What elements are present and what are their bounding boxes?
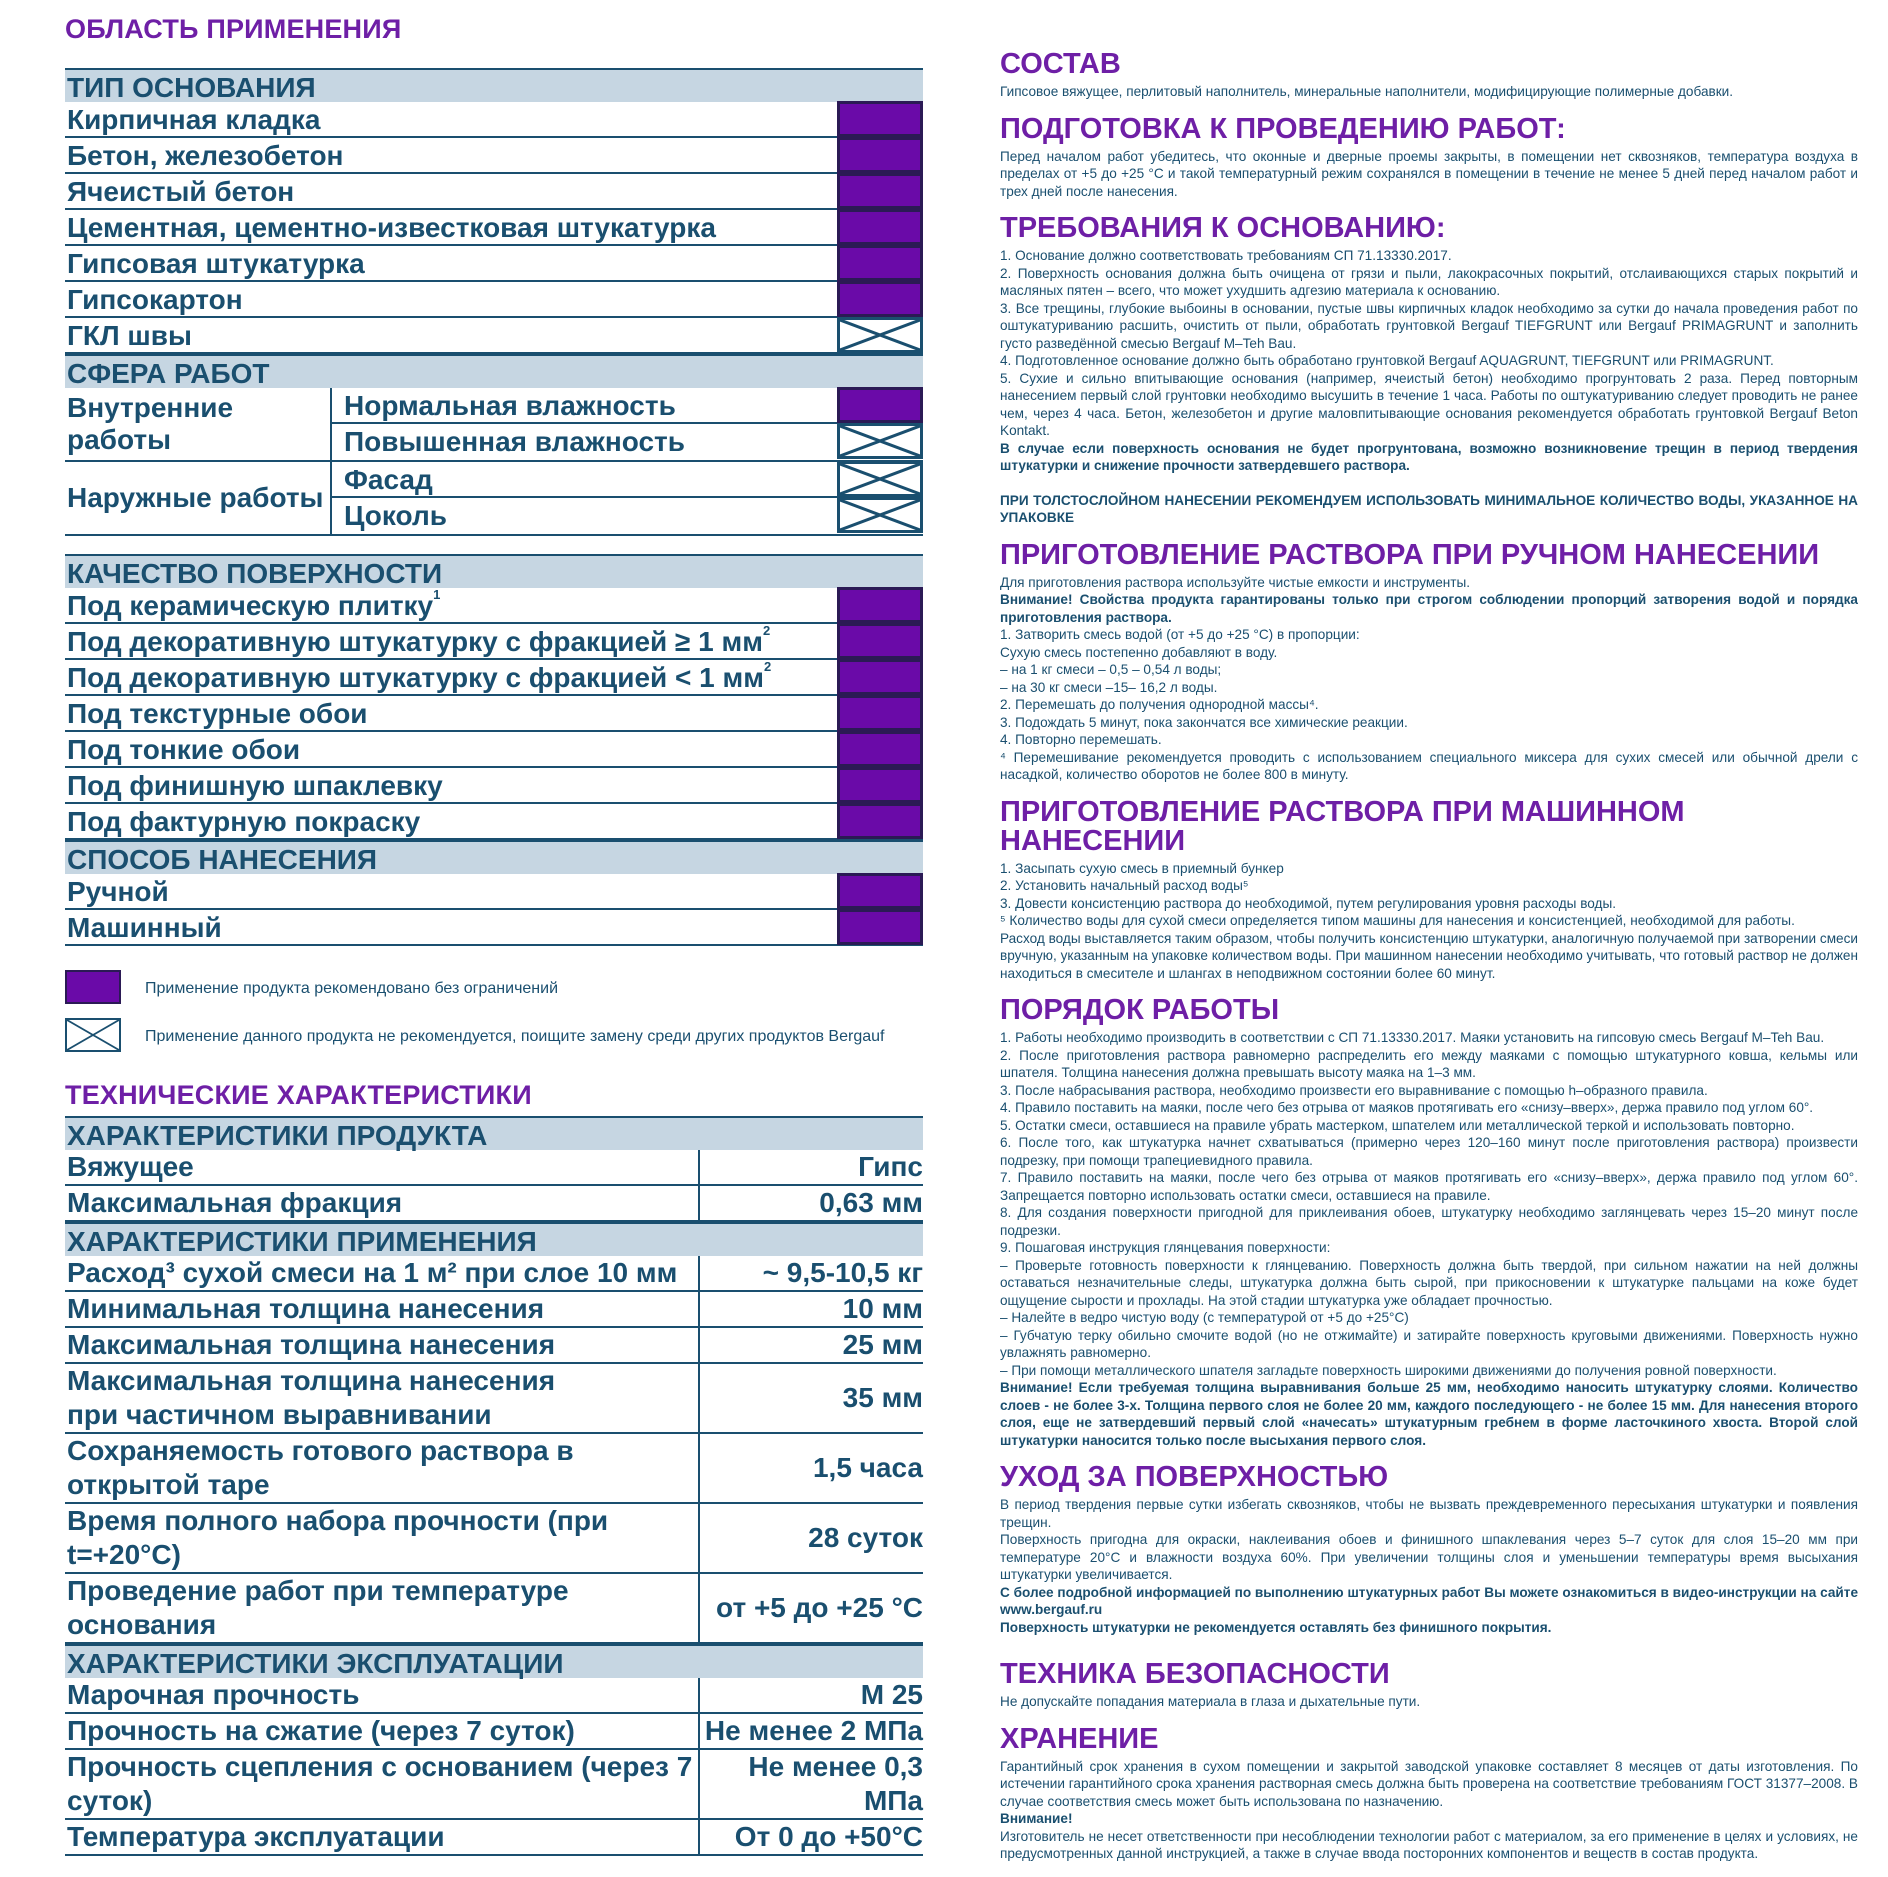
recommended-mark <box>837 767 923 803</box>
application-row-key-text: Время полного набора прочности (при t=+20°C) <box>67 1505 609 1570</box>
application-row <box>65 1328 923 1364</box>
tech-title: ТЕХНИЧЕСКИЕ ХАРАКТЕРИСТИКИ <box>65 1080 532 1110</box>
base-type-header: ТИП ОСНОВАНИЯ <box>65 68 923 102</box>
surface-quality-row <box>65 804 923 840</box>
surface-quality-row-label: Под декоративную штукатурку с фракцией < 1 мм <box>67 662 764 693</box>
order-7: 7. Правило поставить на маяки, после чего без отрыва от маяков протягивать его «снизу–вверх», держа правило под углом 60°. Запрещается повторно использовать остатки смеси, оставшиеся на правиле. <box>1000 1170 1858 1203</box>
external-work-row <box>332 462 923 498</box>
care-title: УХОД ЗА ПОВЕРХНОСТЬЮ <box>1000 1461 1389 1493</box>
recommended-mark <box>837 695 923 731</box>
base-requirements-title: ТРЕБОВАНИЯ К ОСНОВАНИЮ: <box>1000 212 1446 244</box>
manual-6: 3. Подождать 5 минут, пока закончатся все химические реакции. <box>1000 714 1408 730</box>
preparation-title: ПОДГОТОВКА К ПРОВЕДЕНИЮ РАБОТ: <box>1000 112 1566 145</box>
base-type-row <box>65 174 923 210</box>
base-req-3: 3. Все трещины, глубокие выбоины в основании, пустые швы кирпичных кладок необходимо за сутки до начала проведения работ по оштукатуриванию расшить, очистить от пыли, обработать грунтовкой Bergauf TIEFGRUNT или Bergauf PRIMAGRUNT и заполнить густо разведённой смесью Bergauf M–Teh Bau. <box>1000 300 1858 351</box>
application-row-key <box>65 1434 700 1502</box>
product-row-value: Гипс <box>858 1151 923 1182</box>
recommended-mark <box>837 909 923 945</box>
exploitation-row-key <box>65 1678 700 1712</box>
internal-work-row-label: Повышенная влажность <box>344 426 685 457</box>
surface-quality-row <box>65 732 923 768</box>
base-req-4: 4. Подготовленное основание должно быть обработано грунтовкой Bergauf AQUAGRUNT, TIEFGRUNT или PRIMAGRUNT. <box>1000 353 1774 368</box>
product-table <box>65 1150 923 1222</box>
base-type-row-label: ГКЛ швы <box>67 320 192 351</box>
application-area-column <box>65 0 923 1856</box>
application-row-value: 35 мм <box>842 1382 923 1413</box>
machine-1: 1. Засыпать сухую смесь в приемный бункер <box>1000 860 1284 876</box>
manual-mix-section <box>1000 538 1858 784</box>
recommended-mark <box>837 245 923 281</box>
product-header: ХАРАКТЕРИСТИКИ ПРОДУКТА <box>65 1116 923 1150</box>
legend-ok-text: Применение продукта рекомендовано без ограничений <box>145 980 559 997</box>
order-9: 9. Пошаговая инструкция глянцевания поверхности: <box>1000 1240 1331 1255</box>
recommended-mark <box>837 873 923 909</box>
order-9d: – При помощи металлического шпателя загладьте поверхность широкими движениями до получения ровной поверхности. <box>1000 1362 1777 1378</box>
application-row-key <box>65 1504 700 1572</box>
exploitation-row-value: От 0 до +50°C <box>734 1821 923 1852</box>
recommended-mark <box>837 731 923 767</box>
internal-works-group <box>65 388 923 462</box>
exploitation-row-key <box>65 1750 700 1818</box>
external-work-row <box>332 498 923 534</box>
internal-works-label: Внутренние работы <box>67 392 234 455</box>
exploitation-table <box>65 1678 923 1856</box>
manual-warning: Внимание! Свойства продукта гарантированы только при строгом соблюдении пропорций затворения водой и порядка приготовления раствора. <box>1000 592 1858 625</box>
safety-text: Не допускайте попадания материала в глаза и дыхательные пути. <box>1000 1694 1421 1709</box>
application-row-key-text: Расход³ сухой смеси на 1 м² при слое 10 мм <box>67 1257 678 1288</box>
internal-work-row-label: Нормальная влажность <box>344 390 676 421</box>
exploitation-row <box>65 1678 923 1714</box>
machine-2: 2. Установить начальный расход воды⁵ <box>1000 878 1249 893</box>
base-type-row <box>65 318 923 354</box>
base-type-row-label: Бетон, железобетон <box>67 140 344 171</box>
care-section <box>1000 1463 1858 1636</box>
external-work-row-label: Цоколь <box>344 500 447 531</box>
surface-quality-row <box>65 588 923 624</box>
legend-no-text: Применение данного продукта не рекомендуется, поищите замену среди других продуктов Bergauf <box>145 1028 885 1045</box>
exploitation-row <box>65 1714 923 1750</box>
application-row <box>65 1504 923 1574</box>
application-row-key <box>65 1364 700 1432</box>
application-header: ХАРАКТЕРИСТИКИ ПРИМЕНЕНИЯ <box>65 1222 923 1256</box>
surface-quality-list <box>65 588 923 840</box>
order-2: 2. После приготовления раствора равномерно распределить его между маяками с помощью штукатурного ковша, кельмы или шпателя. Толщина нанесения должна превышать высоту маяка на 1–3 мм. <box>1000 1047 1858 1080</box>
machine-3: 3. Довести консистенцию раствора до необходимой, путем регулирования уровня расходы воды. <box>1000 895 1617 911</box>
application-row-key <box>65 1256 700 1290</box>
exploitation-row <box>65 1750 923 1820</box>
manual-intro: Для приготовления раствора используйте чистые емкости и инструменты. <box>1000 574 1471 590</box>
manual-2: Сухую смесь постепенно добавляют в воду. <box>1000 644 1278 660</box>
recommended-mark <box>837 137 923 173</box>
base-type-row-label: Цементная, цементно-известковая штукатурка <box>67 212 716 243</box>
recommended-mark <box>837 173 923 209</box>
recommended-mark <box>837 623 923 659</box>
safety-title: ТЕХНИКА БЕЗОПАСНОСТИ <box>1000 1658 1390 1690</box>
order-9a: – Проверьте готовность поверхности к глянцеванию. Поверхность должна быть твердой, при сильном нажатии на ней должны оставаться незначительные следы, штукатурка должна быть сырой, при прикосновении к штукатурке пальцами на коже будет ощущение сырости и прохлады. На этой стадии штукатурка уже обладает прочностью. <box>1000 1257 1858 1308</box>
surface-quality-row-label: Под декоративную штукатурку с фракцией ≥ 1 мм <box>67 626 763 657</box>
work-order-section <box>1000 996 1858 1449</box>
product-row-key-text: Максимальная фракция <box>67 1187 403 1218</box>
not-recommended-cross-icon <box>837 497 923 533</box>
care-finish-note: Поверхность штукатурки не рекомендуется оставлять без финишного покрытия. <box>1000 1619 1552 1635</box>
surface-quality-row <box>65 660 923 696</box>
application-row-key-text: Минимальная толщина нанесения <box>67 1293 545 1324</box>
internal-work-row <box>332 388 923 424</box>
preparation-text: Перед началом работ убедитесь, что оконные и дверные проемы закрыты, в помещении нет сквозняков, температура воздуха в пределах от +5 до +25 °С и такой температурный режим сохранялся в помещении в течение не менее 5 дней перед началом работ и трех дней после нанесения. <box>1000 148 1858 199</box>
composition-section <box>1000 50 1858 101</box>
order-6: 6. После того, как штукатурка начнет схватываться (примерно через 120–160 минут после приготовления раствора) произвести подрезку, при помощи трапециевидного правила. <box>1000 1135 1858 1168</box>
exploitation-row-key-text: Прочность на сжатие (через 7 суток) <box>67 1715 575 1746</box>
internal-work-row <box>332 424 923 460</box>
manual-1: 1. Затворить смесь водой (от +5 до +25 °С) в пропорции: <box>1000 627 1360 642</box>
application-table <box>65 1256 923 1644</box>
care-video-note: С более подробной информацией по выполнению штукатурных работ Вы можете ознакомиться в видео-инструкции на сайте www.bergauf.ru <box>1000 1584 1858 1617</box>
legend-no-swatch <box>65 1018 121 1052</box>
application-row <box>65 1256 923 1292</box>
application-row-key-text: Максимальная толщина нанесения <box>67 1365 556 1396</box>
surface-quality-row-label: Под керамическую плитку <box>67 590 434 621</box>
product-row <box>65 1150 923 1186</box>
exploitation-row-key-text: Прочность сцепления с основанием (через 7 суток) <box>67 1751 693 1816</box>
product-row-key-text: Вяжущее <box>67 1151 194 1182</box>
external-works-label: Наружные работы <box>67 482 324 513</box>
order-4: 4. Правило поставить на маяки, после чего без отрыва от маяков протягивать его «снизу–вверх», держа правило под углом 60°. <box>1000 1100 1814 1115</box>
order-8: 8. Для создания поверхности пригодной для приклеивания обоев, штукатурку необходимо заглянцевать через 15–20 минут после подрезки. <box>1000 1205 1858 1238</box>
method-row-label: Машинный <box>67 912 222 943</box>
not-recommended-cross-icon <box>837 461 923 497</box>
area-title: ОБЛАСТЬ ПРИМЕНЕНИЯ <box>65 14 402 44</box>
base-type-row-label: Кирпичная кладка <box>67 104 321 135</box>
recommended-mark <box>837 209 923 245</box>
base-req-5: 5. Сухие и сильно впитывающие основания (например, ячеистый бетон) необходимо прогрунтовать 2 раза. Перед повторным нанесением первый слой грунтовки необходимо высушить в течение 1 часа. Работы по оштукатуриванию следует проводить не ранее чем, через 4 часа. Бетон, железобетон и другие маловпитывающие основания рекомендуется обработать грунтовкой Bergauf Beton Kontakt. <box>1000 370 1858 438</box>
legend-ok-swatch <box>65 970 121 1004</box>
application-row-key-text: Сохраняемость готового раствора в открытой таре <box>67 1435 574 1500</box>
base-type-row <box>65 210 923 246</box>
application-row-key-text-2: при частичном выравнивании <box>67 1399 492 1430</box>
external-work-row-label: Фасад <box>344 464 433 495</box>
base-req-note: ПРИ ТОЛСТОСЛОЙНОМ НАНЕСЕНИИ РЕКОМЕНДУЕМ ИСПОЛЬЗОВАТЬ МИНИМАЛЬНОЕ КОЛИЧЕСТВО ВОДЫ, УКАЗАННОЕ НА УПАКОВКЕ <box>1000 492 1858 525</box>
base-req-1: 1. Основание должно соответствовать требованиям СП 71.13330.2017. <box>1000 248 1452 263</box>
order-9b: – Налейте в ведро чистую воду (с температурой от +5 до +25°С) <box>1000 1310 1409 1325</box>
exploitation-row <box>65 1820 923 1856</box>
surface-quality-row <box>65 696 923 732</box>
application-row-value: от +5 до +25 °C <box>716 1592 923 1623</box>
application-row-value: ~ 9,5-10,5 кг <box>762 1257 923 1288</box>
application-row-value: 25 мм <box>842 1329 923 1360</box>
exploitation-row-key <box>65 1714 700 1748</box>
footnote-ref: 1 <box>433 587 441 602</box>
application-row-key <box>65 1292 700 1326</box>
exploitation-row-value: Не менее 2 МПа <box>704 1715 923 1746</box>
method-row-label: Ручной <box>67 876 169 907</box>
base-requirements-section <box>1000 214 1858 527</box>
exploitation-row-value: Не менее 0,3 МПа <box>748 1751 923 1816</box>
surface-quality-row <box>65 624 923 660</box>
care-1: В период твердения первые сутки избегать сквозняков, чтобы не вызвать преждевременного пересыхания штукатурки и появления трещин. <box>1000 1497 1858 1530</box>
order-3: 3. После набрасывания раствора, необходимо произвести его выравнивание с помощью h–образного правила. <box>1000 1082 1708 1098</box>
external-works-group <box>65 462 923 536</box>
application-row-value: 28 суток <box>808 1522 923 1553</box>
application-row <box>65 1364 923 1434</box>
storage-text: Гарантийный срок хранения в сухом помещении и закрытой заводской упаковке составляет 8 месяцев от даты изготовления. По истечении гарантийного срока хранения растворная смесь должна быть проверена на соответствие требованиям ГОСТ 31377–2008. В случае соответствия смесь может быть использована по назначению. <box>1000 1758 1858 1809</box>
composition-text: Гипсовое вяжущее, перлитовый наполнитель, минеральные наполнители, модифицирующие полимерные добавки. <box>1000 84 1734 99</box>
recommended-mark <box>837 281 923 317</box>
instructions-column <box>1000 0 1858 1877</box>
exploitation-row-key-text: Температура эксплуатации <box>67 1821 445 1852</box>
machine-mix-section <box>1000 795 1858 983</box>
internal-works-list <box>330 388 923 460</box>
recommended-mark <box>837 587 923 623</box>
base-type-list <box>65 102 923 354</box>
base-type-row <box>65 282 923 318</box>
composition-title: СОСТАВ <box>1000 48 1121 80</box>
machine-mix-title: ПРИГОТОВЛЕНИЕ РАСТВОРА ПРИ МАШИННОМ НАНЕСЕНИИ <box>1000 795 1685 857</box>
base-type-row <box>65 138 923 174</box>
legend-no <box>65 1014 923 1062</box>
base-type-row-label: Ячеистый бетон <box>67 176 295 207</box>
work-order-title: ПОРЯДОК РАБОТЫ <box>1000 994 1280 1026</box>
base-type-row <box>65 246 923 282</box>
safety-section <box>1000 1660 1858 1711</box>
exploitation-row-value: М 25 <box>860 1679 923 1710</box>
manual-3: – на 1 кг смеси – 0,5 – 0,54 л воды; <box>1000 662 1222 677</box>
storage-attention: Внимание! <box>1000 1811 1073 1826</box>
base-req-warning: В случае если поверхность основания не будет прогрунтована, возможно возникновение трещин в период твердения штукатурки и снижение прочности затвердевшего раствора. <box>1000 440 1858 473</box>
not-recommended-cross-icon <box>837 423 923 459</box>
application-row-key <box>65 1328 700 1362</box>
storage-title: ХРАНЕНИЕ <box>1000 1722 1159 1755</box>
surface-quality-row-label: Под тонкие обои <box>67 734 301 765</box>
application-row <box>65 1292 923 1328</box>
manual-footnote: ⁴ Перемешивание рекомендуется проводить с использованием специального миксера для сухих смесей или обычной дрели с насадкой, количество оборотов не более 800 в минуту. <box>1000 749 1858 782</box>
application-row-value: 1,5 часа <box>812 1452 923 1483</box>
application-row-key-text: Максимальная толщина нанесения <box>67 1329 556 1360</box>
order-9c: – Губчатую терку обильно смочите водой (но не отжимайте) и затирайте поверхность круговыми движениями. Поверхность нужно увлажнять равномерно. <box>1000 1327 1858 1360</box>
storage-disclaimer: Изготовитель не несет ответственности при несоблюдении технологии работ с материалом, за его применение в целях и условиях, не предусмотренных данной инструкцией, а также в случае ввода посторонних компонентов и веществ в состав продукта. <box>1000 1828 1858 1861</box>
machine-4: Расход воды выставляется таким образом, чтобы получить консистенцию штукатурки, аналогичную получаемой при затворении смеси вручную, указанным на упаковке количеством воды. При машинном нанесении необходимо учитывать, что готовый раствор не должен находиться в смесителе и шлангах в неподвижном состоянии более 60 минут. <box>1000 930 1858 981</box>
exploitation-row-key-text: Марочная прочность <box>67 1679 360 1710</box>
application-row <box>65 1574 923 1644</box>
manual-7: 4. Повторно перемешать. <box>1000 732 1162 747</box>
order-1: 1. Работы необходимо производить в соответствии с СП 71.13330.2017. Маяки установить на гипсовую смесь Bergauf M–Teh Bau. <box>1000 1030 1825 1045</box>
application-row-key <box>65 1574 700 1642</box>
external-works-list <box>330 462 923 534</box>
product-row-value: 0,63 мм <box>819 1187 923 1218</box>
application-row-key-text: Проведение работ при температуре основания <box>67 1575 569 1640</box>
exploitation-header: ХАРАКТЕРИСТИКИ ЭКСПЛУАТАЦИИ <box>65 1644 923 1678</box>
product-row <box>65 1186 923 1222</box>
method-row <box>65 874 923 910</box>
method-header: СПОСОБ НАНЕСЕНИЯ <box>65 840 923 874</box>
preparation-section <box>1000 112 1858 201</box>
surface-quality-row-label: Под текстурные обои <box>67 698 368 729</box>
product-row-key <box>65 1150 700 1184</box>
order-5: 5. Остатки смеси, оставшиеся на правиле убрать мастерком, шпателем или металлической теркой и использовать повторно. <box>1000 1117 1795 1133</box>
surface-quality-row <box>65 768 923 804</box>
legend-ok <box>65 966 923 1014</box>
recommended-mark <box>837 101 923 137</box>
storage-section <box>1000 1722 1858 1863</box>
base-req-2: 2. Поверхность основания должна быть очищена от грязи и пыли, лакокрасочных покрытий, отслаивающихся старых покрытий и масляных пятен – всего, что может ухудшить адгезию материала к основанию. <box>1000 265 1858 298</box>
application-row <box>65 1434 923 1504</box>
base-type-row-label: Гипсовая штукатурка <box>67 248 365 279</box>
application-row-value: 10 мм <box>842 1293 923 1324</box>
surface-quality-row-label: Под фактурную покраску <box>67 806 421 837</box>
surface-quality-row-label: Под финишную шпаклевку <box>67 770 443 801</box>
recommended-mark <box>837 803 923 839</box>
manual-4: – на 30 кг смеси –15– 16,2 л воды. <box>1000 679 1218 695</box>
footnote-ref: 2 <box>763 659 772 674</box>
base-type-row-label: Гипсокартон <box>67 284 243 315</box>
product-row-key <box>65 1186 700 1220</box>
machine-footnote: ⁵ Количество воды для сухой смеси определяется типом машины для нанесения и консистенцией, необходимой для работы. <box>1000 913 1795 928</box>
order-warning: Внимание! Если требуемая толщина выравнивания больше 25 мм, необходимо наносить штукатурку слоями. Количество слоев - не более 3-х. Толщина первого слоя не более 20 мм, каждого последующего - не более 15 мм. Для нанесения второго слоя, еще не затвердевший первый слой «начесать» штукатурным гребнем в форме ласточкиного хвоста. Второй слой штукатурки наносится только после высыхания первого слоя. <box>1000 1380 1858 1448</box>
method-list <box>65 874 923 946</box>
not-recommended-cross-icon <box>837 317 923 353</box>
manual-5: 2. Перемешать до получения однородной массы⁴. <box>1000 697 1319 712</box>
recommended-mark <box>837 387 923 423</box>
manual-mix-title: ПРИГОТОВЛЕНИЕ РАСТВОРА ПРИ РУЧНОМ НАНЕСЕНИИ <box>1000 538 1820 571</box>
exploitation-row-key <box>65 1820 700 1854</box>
method-row <box>65 910 923 946</box>
surface-quality-header: КАЧЕСТВО ПОВЕРХНОСТИ <box>65 554 923 588</box>
care-2: Поверхность пригодна для окраски, наклеивания обоев и финишного шпаклевания через 5–7 суток для слоя 15–20 мм при температуре 20°С и влажности воздуха 60%. При увеличении толщины слоя и уменьшении температуры время высыхания штукатурки увеличивается. <box>1000 1532 1858 1582</box>
base-type-row <box>65 102 923 138</box>
work-sphere-header: СФЕРА РАБОТ <box>65 354 923 388</box>
footnote-ref: 2 <box>762 623 771 638</box>
recommended-mark <box>837 659 923 695</box>
